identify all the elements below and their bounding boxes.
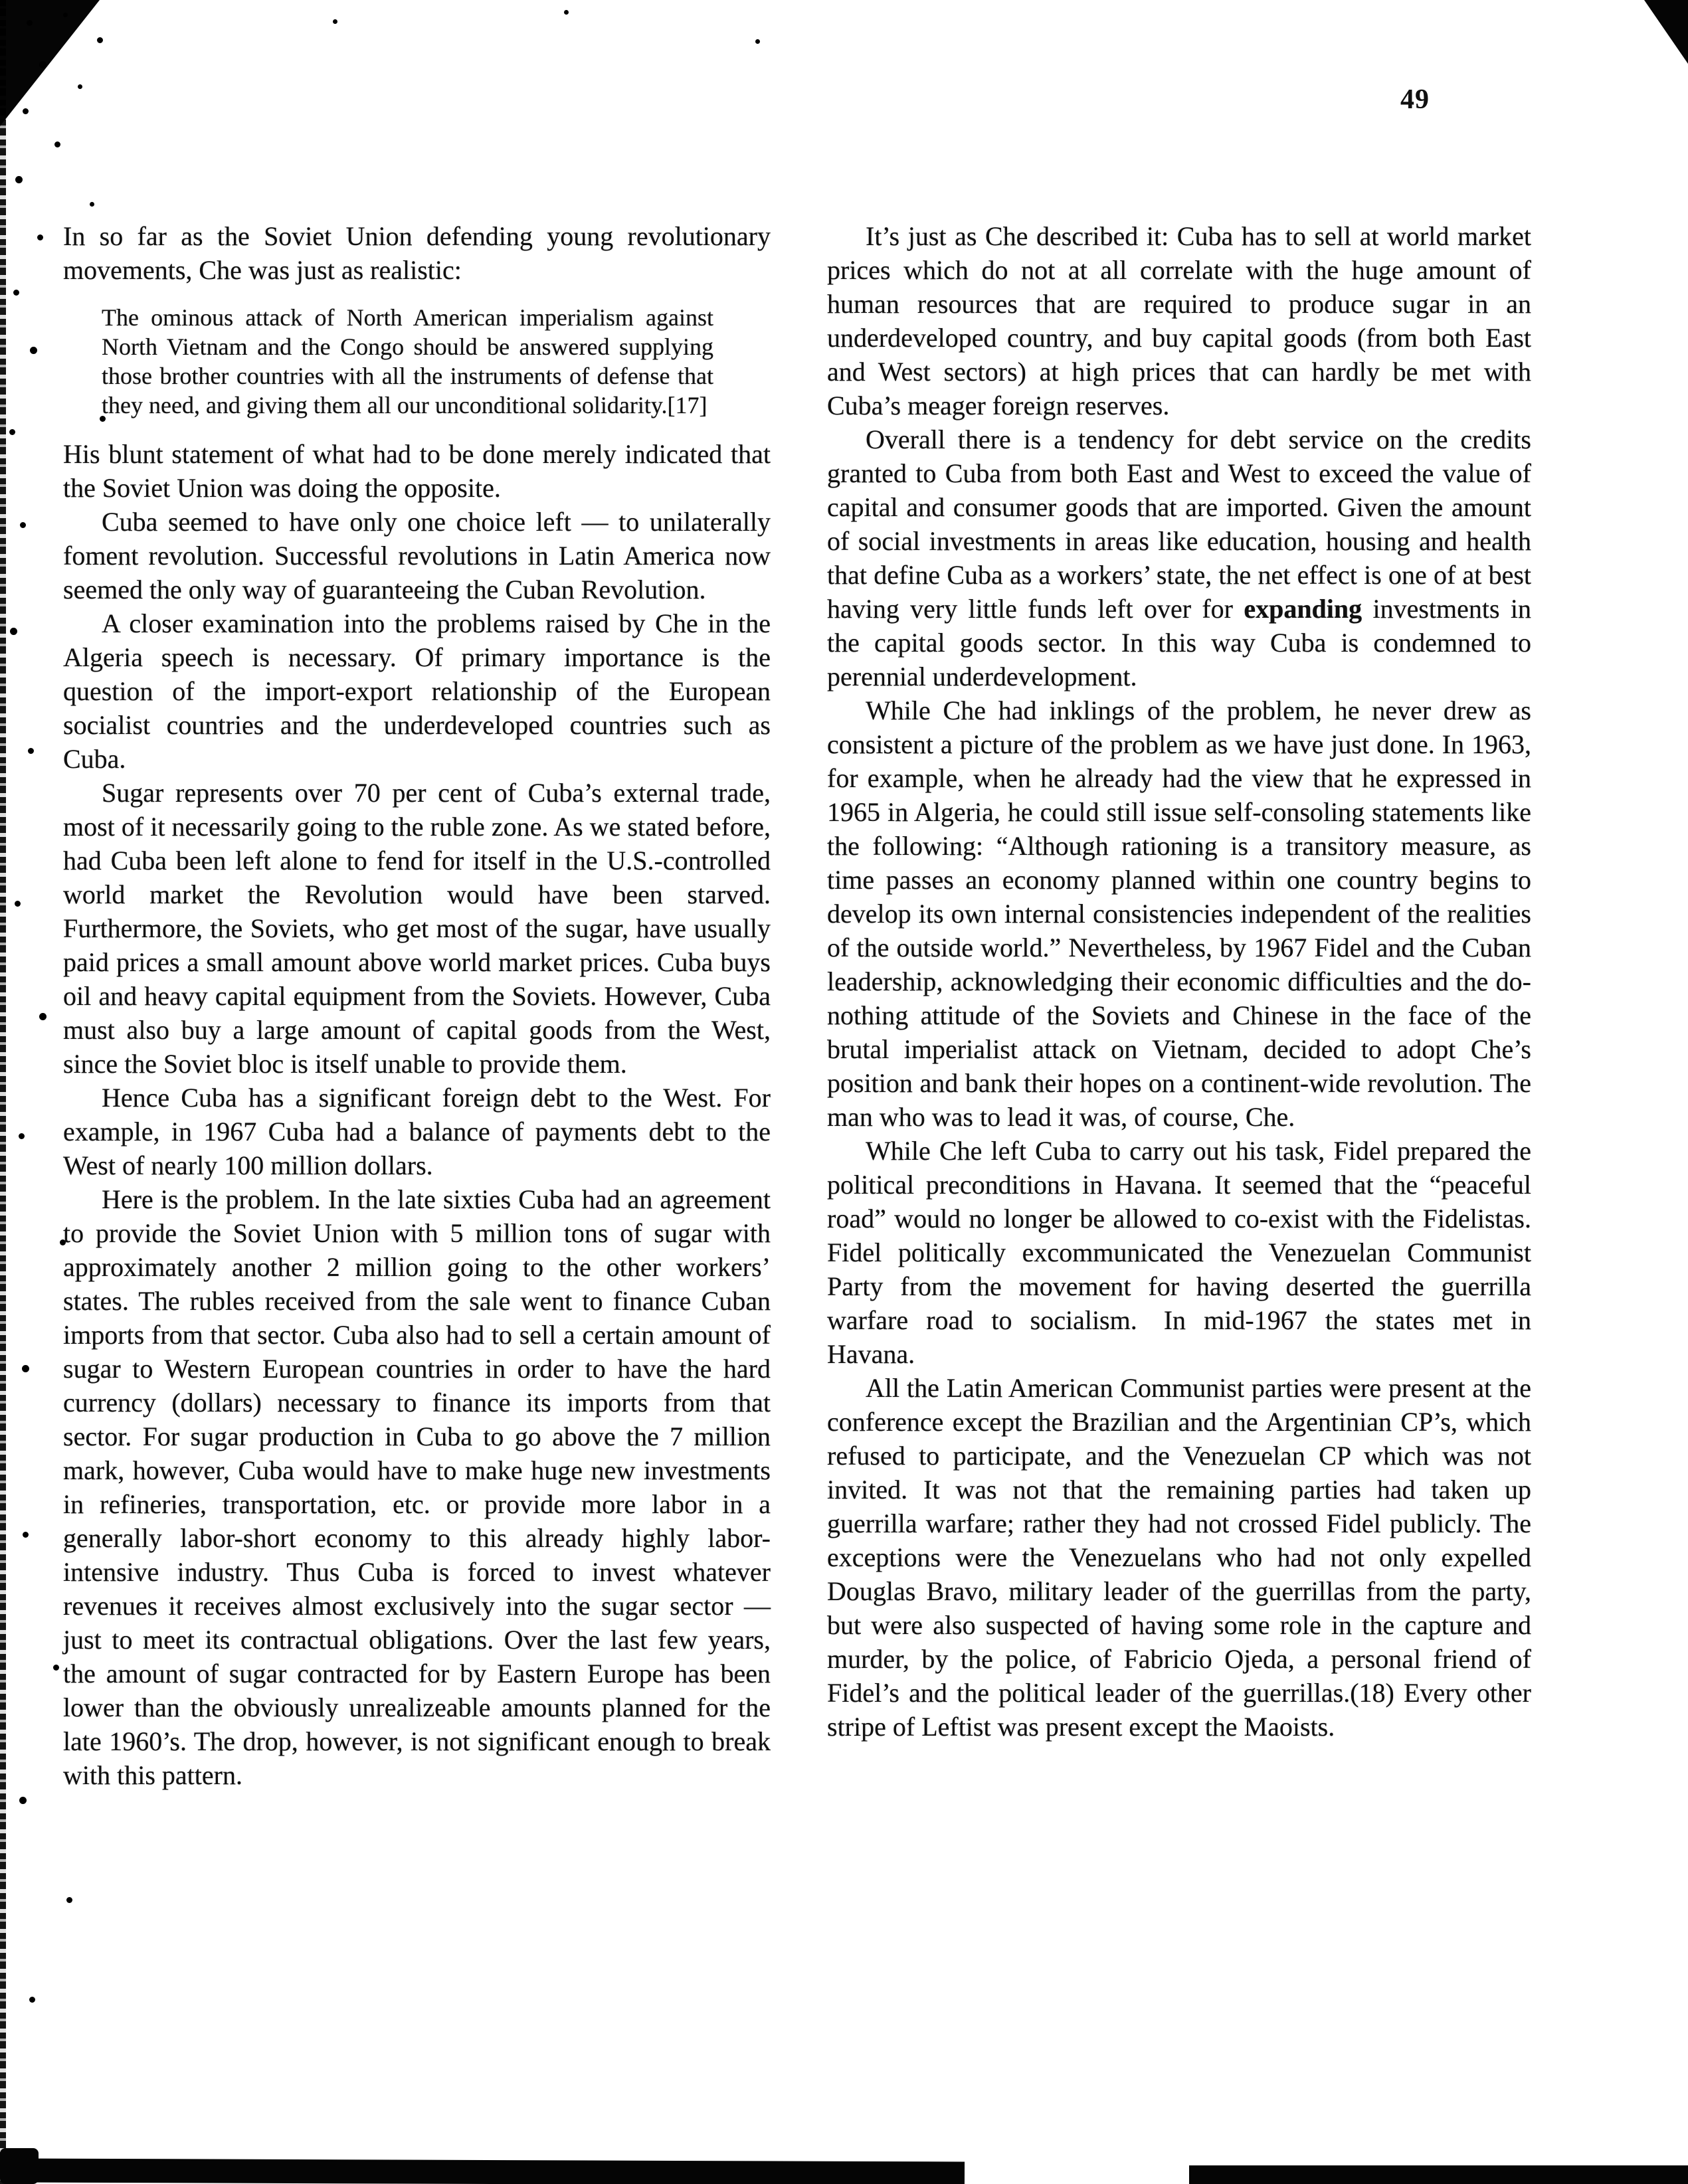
body-paragraph xyxy=(63,1182,771,1792)
text-run: While Che left Cuba to carry out his task, Fidel prepared the political preconditions in Havana. It seemed that the “peaceful road” would no longer be allowed to co-exist with the Fidelistas. Fidel politically excommunicated the Venezuelan Communist Party from the movement for having deserted the guerrilla warfare road to socialism. In mid-1967 the states met in Havana. xyxy=(827,1136,1531,1369)
left-column xyxy=(63,219,771,1792)
text-run: Here is the problem. In the late sixties Cuba had an agreement to provide the Soviet Union with 5 million tons of sugar with approximately another 2 million going to the other workers’ states. The rubles received from the sale went to finance Cuban imports from that sector. Cuba also had to sell a certain amount of sugar to Western European countries in order to have the hard currency (dollars) necessary to finance its imports from that sector. For sugar production in Cuba to go above the 7 million mark, however, Cuba would have to make huge new investments in refineries, transportation, etc. or provide more labor in a generally labor-short economy to this already highly labor-intensive industry. Thus Cuba is forced to invest whatever revenues it receives almost exclusively into the sugar sector — just to meet its contractual obligations. Over the last few years, the amount of sugar contracted for by Eastern Europe has been lower than the obviously unrealizeable amounts planned for the late 1960’s. The drop, however, is not significant enough to break with this pattern. xyxy=(63,1184,771,1790)
right-column xyxy=(827,219,1531,1744)
text-run: investments in the capital goods sector. In this way Cuba is condemned to perennial underdevelopment. xyxy=(827,594,1531,691)
body-paragraph xyxy=(827,693,1531,1134)
scan-artifact-top-right-corner xyxy=(1644,0,1688,64)
text-run: While Che had inklings of the problem, he never drew as consistent a picture of the problem as we have just done. In 1963, for example, when he already had the view that he expressed in 1965 in Algeria, he could still issue self-consoling statements like the following: “Although rationing is a transitory measure, as time passes an economy planned within one country begins to develop its own internal consistencies independent of the realities of the outside world.” Nevertheless, by 1967 Fidel and the Cuban leadership, acknowledging their economic difficulties and the do-nothing attitude of the Soviets and Chinese in the face of the brutal imperialist attack on Vietnam, decided to adopt Che’s position and bank their hopes on a continent-wide revolution. The man who was to lead it was, of course, Che. xyxy=(827,695,1531,1132)
body-paragraph xyxy=(827,422,1531,693)
body-paragraph xyxy=(63,505,771,606)
body-paragraph xyxy=(827,1134,1531,1371)
text-run: Sugar represents over 70 per cent of Cuba’s external trade, most of it necessarily going to the ruble zone. As we stated before, had Cuba been left alone to fend for itself in the U.S.-controlled world market the Revolution would have been starved. Furthermore, the Soviets, who get most of the sugar, have usually paid prices a small amount above world market prices. Cuba buys oil and heavy capital equipment from the Soviets. However, Cuba must also buy a large amount of capital goods from the West, since the Soviet bloc is itself unable to provide them. xyxy=(63,778,771,1079)
text-run: In so far as the Soviet Union defending young revolutionary movements, Che was just as realistic: xyxy=(63,221,771,285)
page-number: 49 xyxy=(1400,84,1430,115)
text-run: Hence Cuba has a significant foreign debt to the West. For example, in 1967 Cuba had a balance of payments debt to the West of nearly 100 million dollars. xyxy=(63,1083,771,1180)
body-paragraph xyxy=(827,219,1531,422)
emphasized-text-run: expanding xyxy=(1244,594,1362,624)
text-run: The ominous attack of North American imperialism against North Vietnam and the Congo should be answered supplying those brother countries with all the instruments of defense that they need, and giving them all our unconditional solidarity.[17] xyxy=(102,304,713,418)
scan-artifact-bottom-bar-left xyxy=(19,2159,965,2184)
body-paragraph xyxy=(827,1371,1531,1744)
body-paragraph xyxy=(63,606,771,776)
scan-artifact-left-edge xyxy=(0,0,6,2184)
scan-artifact-speckles xyxy=(0,0,3,3)
scan-artifact-top-left-corner xyxy=(0,0,100,126)
text-run: Cuba seemed to have only one choice left — to unilaterally foment revolution. Successful revolutions in Latin America now seemed the only way of guaranteeing the Cuban Revolution. xyxy=(63,507,771,604)
scan-artifact-bottom-blob xyxy=(0,2148,39,2184)
text-run: Overall there is a tendency for debt service on the credits granted to Cuba from both East and West to exceed the value of capital and consumer goods that are imported. Given the amount of social investments in areas like education, housing and health that define Cuba as a workers’ state, the net effect is one of at best having very little funds left over for xyxy=(827,424,1531,624)
text-run: His blunt statement of what had to be done merely indicated that the Soviet Union was doing the opposite. xyxy=(63,439,771,503)
block-quote xyxy=(102,303,713,420)
text-run: All the Latin American Communist parties were present at the conference except the Brazilian and the Argentinian CP’s, which refused to participate, and the Venezuelan CP which was not invited. It was not that the remaining parties had taken up guerrilla warfare; rather they had not crossed Fidel publicly. The exceptions were the Venezuelans who had not only expelled Douglas Bravo, military leader of the guerrillas from the party, but were also suspected of having some role in the capture and murder, by the police, of Fabricio Ojeda, a personal friend of Fidel’s and the political leader of the guerrillas.(18) Every other stripe of Leftist was present except the Maoists. xyxy=(827,1373,1531,1742)
body-paragraph xyxy=(63,437,771,505)
body-paragraph xyxy=(63,776,771,1081)
text-run: A closer examination into the problems raised by Che in the Algeria speech is necessary. Of primary importance is the question of the import-export relationship of the European socialist countries and the underdeveloped countries such as Cuba. xyxy=(63,608,771,774)
text-run: It’s just as Che described it: Cuba has to sell at world market prices which do not at all correlate with the huge amount of human resources that are required to produce sugar in an underdeveloped country, and buy capital goods (from both East and West sectors) at high prices that can hardly be met with Cuba’s meager foreign reserves. xyxy=(827,221,1531,420)
scan-artifact-bottom-bar-right xyxy=(1189,2165,1688,2184)
body-paragraph xyxy=(63,1081,771,1182)
body-paragraph xyxy=(63,219,771,287)
